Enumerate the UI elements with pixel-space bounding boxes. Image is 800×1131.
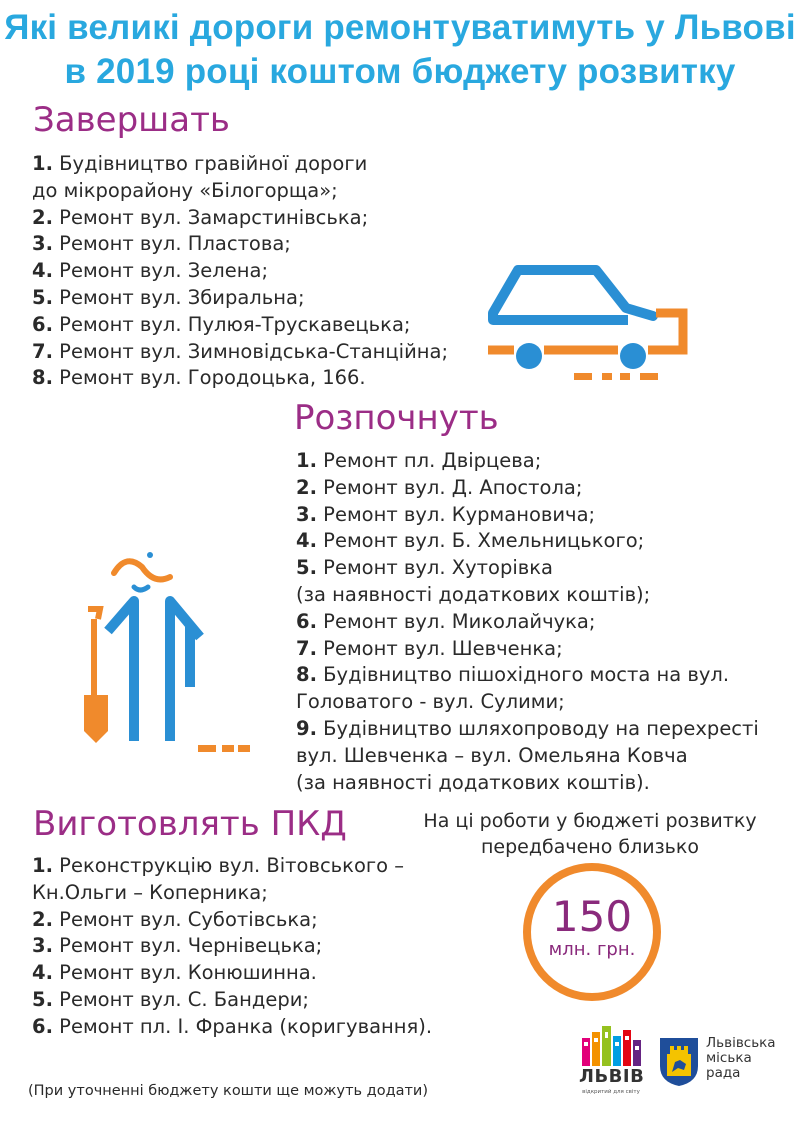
list-item-number: 6. [32,312,53,336]
list-item [296,448,759,475]
list-item-continuation: Головатого - вул. Сулими; [296,690,565,714]
list-item-text: Будівництво шляхопроводу на перехресті [316,716,759,740]
car-icon [478,258,704,386]
budget-text-line-1: На ці роботи у бюджеті розвитку [423,810,757,832]
city-council-line-2: міська [706,1050,752,1066]
list-item-continuation: до мікрорайону «Білогорща»; [32,178,338,202]
list-item [32,205,448,232]
list-item [296,636,759,663]
budget-amount-circle [523,863,661,1001]
list-item-text: Будівництво гравійної дороги [52,152,368,175]
list-item-text: Ремонт пл. І. Франка (коригування). [52,1014,433,1038]
list-item-number: 4. [32,961,53,985]
list-item [32,933,432,960]
list-item-text: Ремонт вул. Миколайчука; [316,609,596,633]
road-worker-icon [74,545,252,757]
list-item-text: Ремонт вул. Чернівецька; [52,934,323,958]
heading-start: Розпочнуть [294,398,499,438]
list-item-number: 6. [296,609,317,633]
list-item-text: Ремонт вул. Хуторівка [316,556,553,580]
list-item-number: 4. [32,259,53,283]
list-item-text: Ремонт вул. Збиральна; [52,285,305,309]
list-item-number: 7. [32,339,53,363]
start-list [296,448,759,796]
coat-of-arms-icon [658,1036,700,1088]
list-item-number: 2. [32,907,53,931]
list-item-number: 6. [32,1014,53,1038]
list-item-text: Ремонт вул. Д. Апостола; [316,475,583,499]
list-item-number: 3. [296,502,317,526]
list-item [296,609,759,636]
list-item-number: 2. [296,475,317,499]
heading-finish: Завершать [33,100,230,140]
list-item-text: Ремонт вул. Пластова; [52,232,291,256]
list-item [32,258,448,285]
list-item-text: Ремонт пл. Двірцева; [316,449,542,472]
list-item-text: Ремонт вул. С. Бандери; [52,987,309,1011]
list-item-number: 4. [296,529,317,553]
list-item-continuation: (за наявності додаткових коштів); [296,582,651,606]
list-item-number: 5. [32,987,53,1011]
list-item [296,502,759,529]
list-item-continuation: Кн.Ольги – Коперника; [32,880,268,904]
list-item-number: 5. [296,556,317,580]
heading-design: Виготовлять ПКД [33,804,347,844]
page-title [0,6,800,94]
list-item [32,987,432,1014]
footnote: (При уточненні бюджету кошти ще можуть додати) [28,1083,429,1099]
list-item-text: Ремонт вул. Курмановича; [316,502,596,526]
list-item-number: 8. [32,366,53,390]
list-item-text: Ремонт вул. Городоцька, 166. [52,366,366,390]
list-item [32,1014,432,1041]
lviv-logo-slogan: відкритий для світу [582,1089,640,1095]
list-item-text: Ремонт вул. Зелена; [52,259,269,283]
list-item-number: 3. [32,934,53,958]
list-item [32,312,448,339]
list-item [32,365,448,392]
title-line-1: Які великі дороги ремонтуватимуть у Львові [4,8,796,47]
list-item [32,231,448,258]
list-item-text: Ремонт вул. Зимновідська-Станційна; [52,339,449,363]
list-item-number: 8. [296,663,317,687]
list-item-number: 1. [32,854,53,877]
list-item-text: Ремонт вул. Суботівська; [52,907,318,931]
lviv-logo-icon [580,1022,644,1066]
list-item [32,151,448,178]
list-item [32,339,448,366]
list-item [32,853,432,880]
list-item [32,907,432,934]
lviv-logo-word: ЛЬВІВ [579,1066,645,1087]
budget-unit: млн. грн. [548,939,636,960]
list-item [296,662,759,689]
finish-list [32,151,448,392]
list-item-text: Реконструкцію вул. Вітовського – [52,854,404,877]
list-item-number: 2. [32,205,53,229]
list-item [296,475,759,502]
list-item-number: 5. [32,285,53,309]
list-item-continuation: вул. Шевченка – вул. Омельяна Ковча [296,743,688,767]
list-item-number: 1. [296,449,317,472]
list-item [32,960,432,987]
list-item-number: 7. [296,636,317,660]
city-council-line-1: Львівська [706,1035,776,1051]
list-item-continuation: (за наявності додаткових коштів). [296,770,650,794]
list-item-text: Ремонт вул. Пулюя-Трускавецька; [52,312,411,336]
list-item-text: Ремонт вул. Конюшинна. [52,961,317,985]
list-item-number: 3. [32,232,53,256]
budget-text [410,808,770,860]
city-council-line-3: рада [706,1065,741,1081]
budget-amount: 150 [551,892,633,941]
design-list [32,853,432,1041]
list-item-text: Ремонт вул. Замарстинівська; [52,205,369,229]
list-item-number: 1. [32,152,53,175]
budget-text-line-2: передбачено близько [481,836,699,858]
list-item [32,285,448,312]
list-item-text: Будівництво пішохідного моста на вул. [316,663,730,687]
list-item-text: Ремонт вул. Б. Хмельницького; [316,529,645,553]
list-item [296,528,759,555]
list-item-text: Ремонт вул. Шевченка; [316,636,563,660]
list-item-number: 9. [296,716,317,740]
list-item [296,716,759,743]
city-council-label [706,1036,776,1081]
list-item [296,555,759,582]
title-line-2: в 2019 році коштом бюджету розвитку [64,52,736,91]
